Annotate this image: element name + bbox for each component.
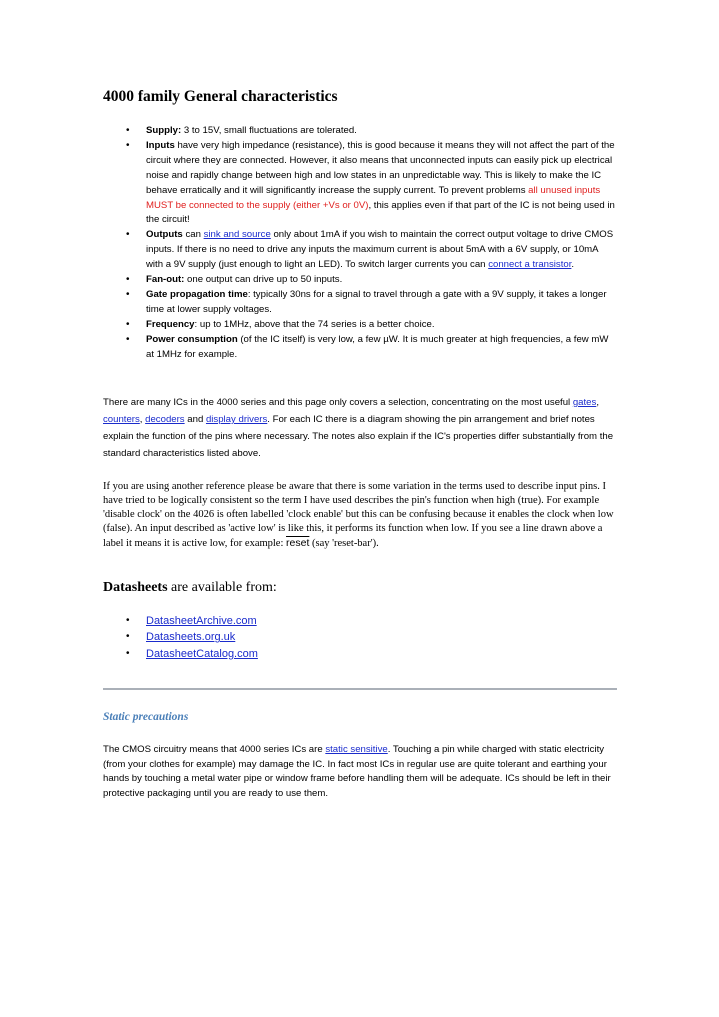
list-item [103, 629, 617, 645]
counters-link[interactable]: counters [103, 414, 140, 426]
list-item-outputs [103, 228, 617, 273]
bullet-icon: • [126, 615, 130, 626]
inputs-text: have very high impedance (resistance), this is good because it means they will not affect the part of the circuit where they are connected. However, it also means that unconnected inputs can easily pick up electrical noise and rapidly change between high and low states in an unpredictable way. This is likely to make the IC behave erratically and it will significantly increase the supply current. To prevent problems [146, 139, 615, 196]
fanout-label: Fan-out: [146, 274, 185, 286]
frequency-text: : up to 1MHz, above that the 74 series is a better choice. [194, 318, 435, 330]
static-text-1: The CMOS circuitry means that 4000 series ICs are [103, 744, 326, 755]
static-text-2: . Touching a pin while charged with static electricity (from your clothes for example) may damage the IC. In fact most ICs in regular use are quite tolerant and earthing your hands by touching a metal water pipe or window frame before handling them will be adequate. ICs should be left in their protective packaging until you are ready to use them. [103, 744, 611, 800]
bullet-icon: • [126, 631, 130, 643]
list-item [103, 613, 617, 629]
list-item-fanout [103, 273, 617, 288]
variation-paragraph [103, 480, 617, 551]
power-label: Power consumption [146, 333, 238, 345]
outputs-label: Outputs [146, 229, 183, 241]
inputs-warning: all unused inputs MUST be connected to the supply (either +Vs or 0V) [146, 184, 601, 211]
fanout-text: one output can drive up to 50 inputs. [184, 274, 343, 286]
intro-text-2: . For each IC there is a diagram showing the pin arrangement and brief notes explain the function of the pins where necessary. The notes also explain if the IC's properties differ substantially from the standard characteristics listed above. [103, 414, 614, 460]
connect-transistor-link[interactable]: connect a transistor [488, 259, 572, 271]
outputs-text: can [182, 229, 204, 241]
list-item-inputs [103, 139, 617, 228]
list-item [103, 646, 617, 662]
sink-and-source-link[interactable]: sink and source [203, 229, 271, 241]
bullet-icon: • [126, 125, 130, 136]
separator: , [596, 397, 599, 408]
bullet-icon: • [126, 333, 130, 345]
gate-delay-text: : typically 30ns for a signal to travel through a gate with a 9V supply, it takes a longer time at lower supply voltages. [146, 288, 607, 315]
datasheets-heading-rest: are available from: [167, 580, 277, 595]
bullet-icon: • [126, 647, 130, 659]
datasheet-archive-link[interactable]: DatasheetArchive.com [146, 615, 257, 627]
static-paragraph [103, 743, 617, 802]
list-item-supply [103, 124, 617, 139]
bullet-icon: • [126, 139, 130, 151]
list-item-frequency [103, 318, 617, 333]
datasheet-catalog-link[interactable]: DatasheetCatalog.com [146, 647, 258, 660]
variation-text: If you are using another reference please be aware that there is some variation in the terms used to describe input pins. I have tried to be logically consistent so the term I have used describes the pin's function when high (true). For example 'disable clock' on the 4026 is often labelled 'clock enable' but this can be confusing because it enables the clock when low (false). An input described as 'active low' is like this, it performs its function when low. If you see a line drawn above a label it means it is active low, for example: [103, 481, 614, 549]
inputs-text-end: , this applies even if that part of the IC is not being used in the circuit! [146, 199, 615, 226]
gate-delay-label: Gate propagation time [146, 288, 248, 300]
frequency-label: Frequency [146, 318, 195, 330]
supply-label: Supply: [146, 125, 182, 136]
inputs-label: Inputs [146, 139, 175, 151]
intro-paragraph [103, 394, 617, 462]
bullet-icon: • [126, 318, 130, 330]
datasheets-heading [103, 579, 277, 597]
list-item-gate-delay [103, 288, 617, 318]
datasheets-heading-bold: Datasheets [103, 580, 168, 595]
separator: and [184, 414, 206, 426]
display-drivers-link[interactable]: display drivers [205, 414, 268, 426]
intro-text-1: There are many ICs in the 4000 series and this page only covers a selection, concentrating on the most useful [103, 397, 573, 408]
datasheet-links-list [103, 613, 617, 662]
variation-text-end: (say 'reset-bar'). [309, 538, 379, 549]
gates-link[interactable]: gates [572, 397, 597, 408]
page-title: 4000 family General characteristics [103, 88, 338, 105]
static-sensitive-link[interactable]: static sensitive [325, 744, 388, 755]
static-precautions-heading: Static precautions [103, 711, 189, 723]
list-item-power [103, 333, 617, 363]
outputs-text-end: . [571, 259, 575, 271]
bullet-icon: • [126, 274, 130, 286]
characteristics-list [103, 124, 617, 363]
outputs-text-2: only about 1mA if you wish to maintain the correct output voltage to drive CMOS inputs. If there is no need to drive any inputs the maximum current is about 5mA with a 6V supply, or 10mA with a 9V supply (just enough to light an LED). To switch larger currents you can [146, 229, 614, 271]
decoders-link[interactable]: decoders [145, 414, 185, 426]
reset-bar-example: reset [286, 537, 310, 549]
separator: , [139, 414, 146, 426]
bullet-icon: • [126, 229, 130, 241]
bullet-icon: • [126, 288, 130, 300]
power-text: (of the IC itself) is very low, a few µW. It is much greater at high frequencies, a few mW at 1MHz for example. [146, 333, 609, 360]
section-divider [103, 688, 617, 690]
supply-text: 3 to 15V, small fluctuations are tolerated. [181, 125, 357, 136]
datasheets-org-uk-link[interactable]: Datasheets.org.uk [146, 631, 236, 644]
